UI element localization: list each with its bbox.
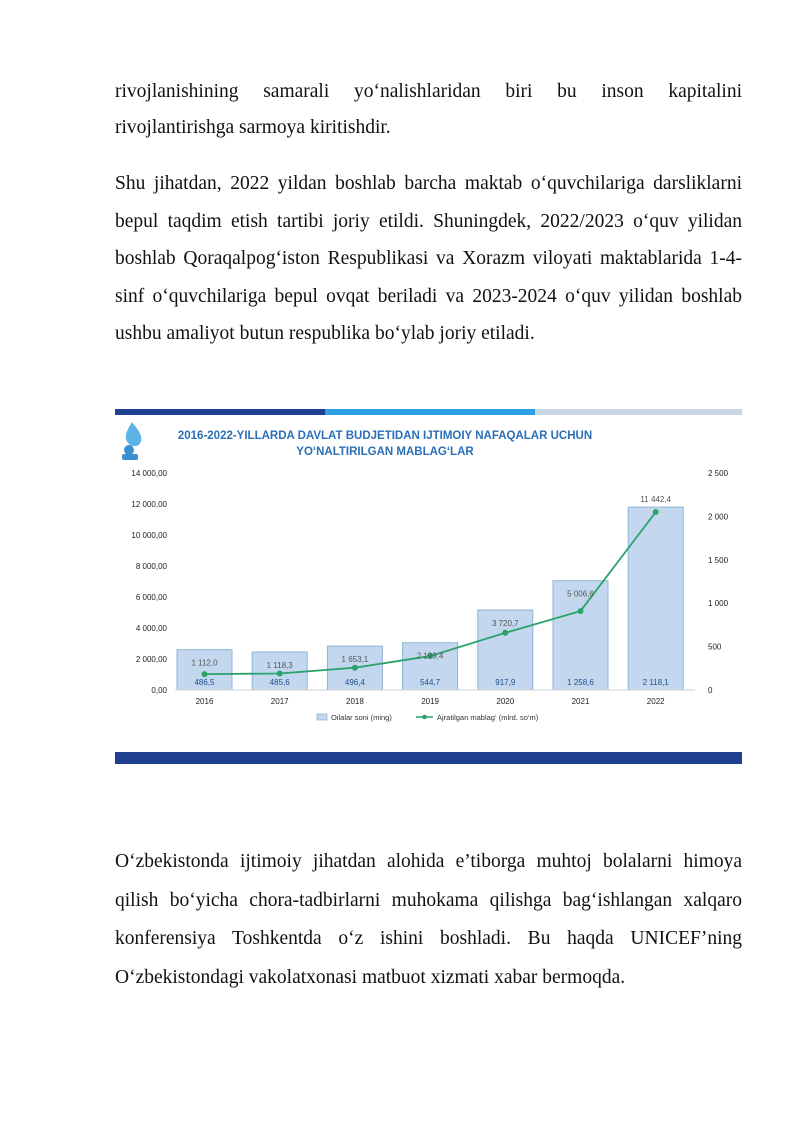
chart-title-line-2: YO‘NALTIRILGAN MABLAG‘LAR [296,446,474,458]
legend-bar-label: Oilalar soni (ming) [331,713,392,722]
paragraph-2: Shu jihatdan, 2022 yildan boshlab barcha maktab o‘quvchilariga darsliklarni bepul taqdim etish tartibi joriy etildi. Shuningdek, 2022/2023 o‘quv yilidan boshlab Qoraqalpog‘iston Respublikasi va Xorazm viloyati maktablarida 1-4-sinf o‘quvchilariga bepul ovqat beriladi va 2023-2024 o‘quv yilidan boshlab ushbu amaliyot butun respublika bo‘ylab joriy etiladi. [115,173,742,344]
line-value-label: 486,5 [194,678,215,687]
line-point [502,630,508,636]
line-point [277,671,283,677]
top-band-pale [535,409,742,415]
bar [628,507,683,690]
bar-value-label: 5 006,6 [567,589,594,599]
bar-value-label: 2 199,4 [416,651,444,661]
bar-value-label: 1 112,0 [191,658,218,668]
x-tick-label: 2018 [346,697,364,706]
legend-line-dot [422,715,427,720]
right-axis-tick: 500 [708,642,722,652]
logo-drop-icon [126,422,142,446]
bar-value-label: 1 118,3 [266,661,293,671]
logo-base-icon [122,454,138,460]
line-point [352,665,358,671]
left-axis-tick: 10 000,00 [131,531,167,540]
line-value-label: 2 118,1 [642,678,669,687]
right-axis-tick: 0 [708,686,713,695]
line-value-label: 496,4 [344,678,365,687]
paragraph-3: O‘zbekistonda ijtimoiy jihatdan alohida e’tiborga muhtoj bolalarni himoya qilish bo‘yicha chora-tadbirlarni muhokama qilishga bag‘ishlangan xalqaro konferensiya Toshkentda o‘z ishini boshladi. Bu haqda UNICEF’ning O‘zbekistondagi vakolatxonasi matbuot xizmati xabar bermoqda. [115,851,742,988]
left-axis-tick: 2 000,00 [135,655,167,664]
line-value-label: 917,9 [495,678,516,687]
legend-line-label: Ajratilgan mablag‘ (mlrd. so‘m) [437,713,539,722]
left-axis-tick: 6 000,00 [135,593,167,602]
x-tick-label: 2016 [195,697,214,706]
top-band-dark [115,409,325,415]
line-point [202,671,208,677]
x-tick-label: 2022 [646,697,665,706]
chart-svg [115,408,742,765]
left-axis-tick: 12 000,00 [131,500,167,509]
bar-value-label: 3 720,7 [491,619,519,629]
left-axis-tick: 0,00 [151,686,167,695]
right-axis-tick: 2 000 [708,512,729,522]
line-point [578,608,584,614]
chart-title-line-1: 2016-2022-YILLARDA DAVLAT BUDJETIDAN IJTIMOIY NAFAQALAR UCHUN [177,430,593,442]
right-axis-tick: 2 500 [708,469,729,478]
line-value-label: 544,7 [420,678,441,687]
x-tick-label: 2019 [421,697,439,706]
right-axis-tick: 1 000 [708,599,729,609]
bottom-band [115,752,742,764]
x-tick-label: 2017 [270,697,289,706]
paragraph-1: rivojlanishining samarali yo‘nalishlaridan biri bu inson kapitalini rivojlantirishga sarmoya kiritishdir. [115,81,742,138]
line-value-label: 1 258,6 [567,678,594,687]
left-axis-tick: 4 000,00 [135,624,167,633]
x-tick-label: 2020 [496,697,515,706]
chart-figure [115,408,742,765]
top-band-light [325,409,535,415]
right-axis-tick: 1 500 [708,555,729,565]
logo-circle-icon [124,445,134,455]
line-point [653,509,659,515]
left-axis-tick: 8 000,00 [135,562,167,571]
legend-bar-swatch [317,714,327,720]
x-tick-label: 2021 [571,697,590,706]
bar-value-label: 11 442,4 [640,495,671,505]
left-axis-tick: 14 000,00 [131,469,167,478]
bar-value-label: 1 653,1 [341,655,369,665]
line-value-label: 485,6 [269,678,290,687]
